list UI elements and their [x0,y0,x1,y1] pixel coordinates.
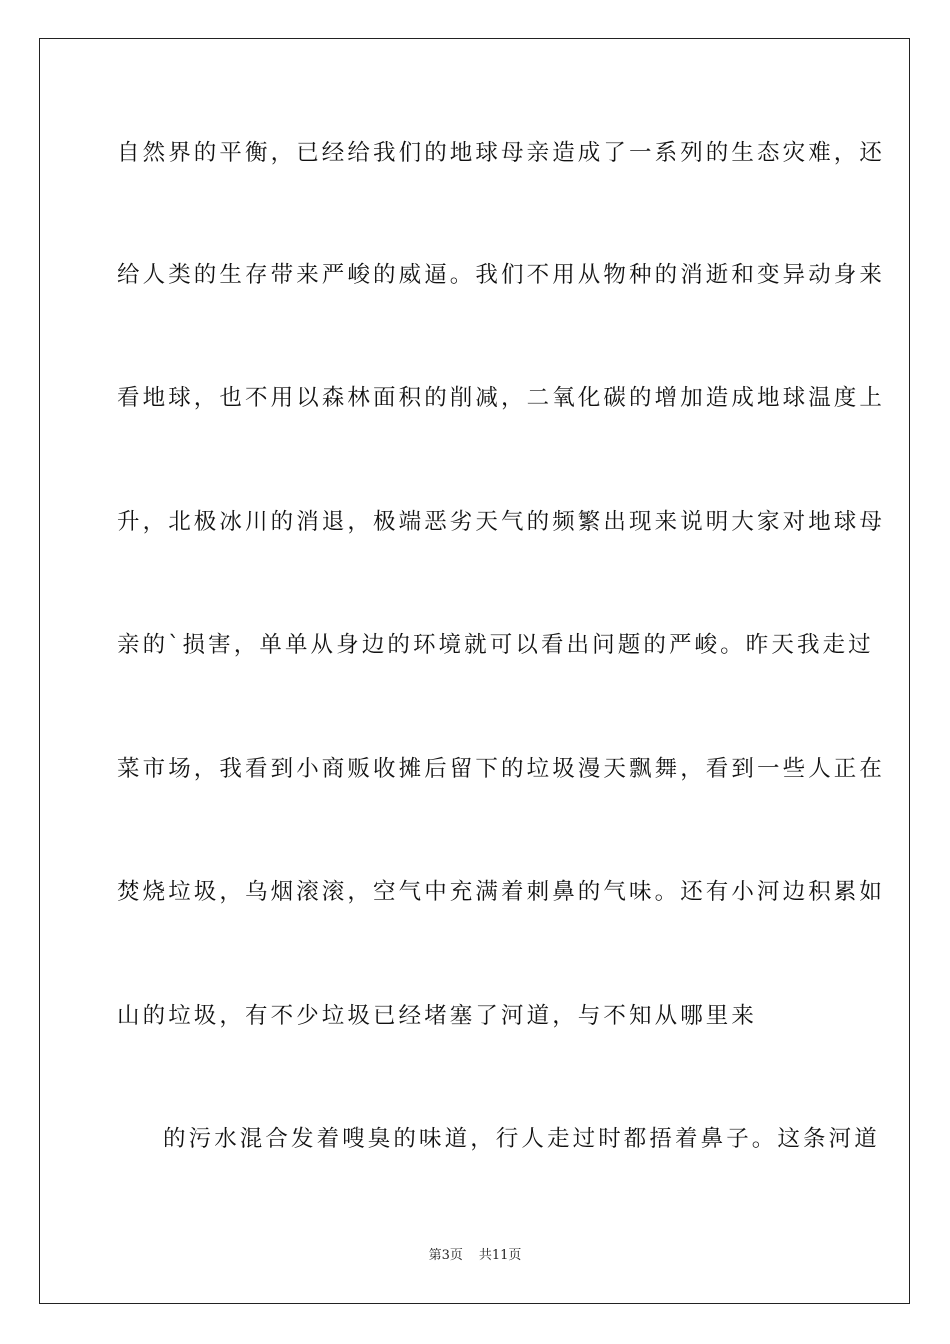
body-text-line-8: 山的垃圾，有不少垃圾已经堵塞了河道，与不知从哪里来 [117,1003,758,1029]
body-text-line-9: 的污水混合发着嗖臭的味道，行人走过时都捂着鼻子。这条河道 [163,1126,880,1152]
body-text-line-1: 自然界的平衡，已经给我们的地球母亲造成了一系列的生态灾难，还 [117,140,886,166]
body-text-line-5: 亲的`损害，单单从身边的环境就可以看出问题的严峻。昨天我走过 [117,632,874,658]
page-number-total: 共11页 [478,1248,522,1263]
body-text-line-7: 焚烧垃圾，乌烟滚滚，空气中充满着刺鼻的气味。还有小河边积累如 [117,879,886,905]
body-text-line-3: 看地球，也不用以森林面积的削减，二氧化碳的增加造成地球温度上 [117,385,886,411]
page-footer [0,1247,950,1265]
body-text-line-6: 菜市场，我看到小商贩收摊后留下的垃圾漫天飘舞，看到一些人正在 [117,756,886,782]
body-text-line-4: 升，北极冰川的消退，极端恶劣天气的频繁出现来说明大家对地球母 [117,509,886,535]
page-number-current: 第3页 [428,1248,463,1263]
page-border [39,38,910,1304]
body-text-line-2: 给人类的生存带来严峻的威逼。我们不用从物种的消逝和变异动身来 [117,262,886,288]
